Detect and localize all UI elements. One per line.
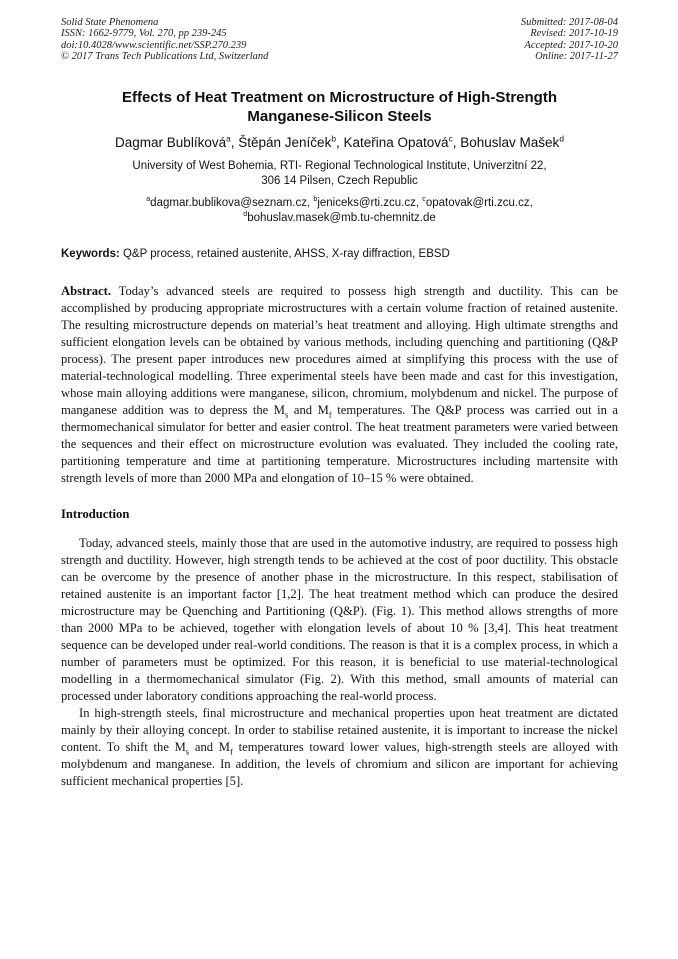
paper-title-line1: Effects of Heat Treatment on Microstructure of High-Strength (121, 88, 558, 106)
abstract-text: and M (288, 402, 329, 417)
keywords-label: Keywords: (61, 247, 120, 260)
paper-title (61, 88, 618, 126)
email-affiliation-mark: d (243, 209, 248, 218)
author-name: Dagmar Bublíková (115, 134, 227, 150)
author-name: , Štěpán Jeníček (230, 134, 332, 150)
mf-subscript: f (328, 409, 332, 420)
author-emails (61, 196, 618, 226)
journal-copyright: © 2017 Trans Tech Publications Ltd, Switzerland (61, 51, 269, 63)
author-list (61, 134, 618, 151)
revised-date: Revised: 2017-10-19 (530, 28, 618, 40)
abstract-text: temperatures. The Q&P process was carried out in a thermomechanical simulator for better and easier control. The heat treatment parameters were varied between the sequences and their effect on microstructure evolution was evaluated. They included the cooling rate, partitioning temperature and time at partitioning temperature. Microstructures including martensite with strength levels of more than 2000 MPa and elongation of 10–15 % were obtained. (61, 402, 618, 485)
author-affiliation-mark: d (559, 133, 564, 144)
journal-doi: doi:10.4028/www.scientific.net/SSP.270.239 (61, 39, 247, 51)
journal-name: Solid State Phenomena (61, 17, 159, 28)
submitted-date: Submitted: 2017-08-04 (520, 17, 618, 28)
email-affiliation-mark: c (422, 194, 426, 203)
email-affiliation-mark: b (313, 194, 318, 203)
journal-issn-volume: ISSN: 1662-9779, Vol. 270, pp 239-245 (61, 28, 227, 40)
journal-header-left (61, 17, 268, 63)
abstract-text: Today’s advanced steels are required to possess high strength and ductility. This can be accomplished by producing appropriate microstructures with a certain volume fraction of retained austenite. The resulting microstructure depends on material’s heat treatment and alloying. High ultimate strengths and sufficient elongation levels can be obtained by various methods, including quenching and partitioning (Q&P process). The present paper introduces new procedures aimed at simplifying this process with the use of material-technological modelling. Three experimental steels have been made and cast for this investigation, whose main alloying additions were manganese, silicon, chromium, molybdenum and nickel. The purpose of manganese addition was to depress the M (61, 283, 618, 417)
email-address: bohuslav.masek@mb.tu-chemnitz.de (247, 211, 436, 224)
author-affiliation-mark: a (226, 133, 231, 144)
email-address: opatovak@rti.zcu.cz, (425, 196, 533, 209)
email-address: jeniceks@rti.zcu.cz, (317, 196, 423, 209)
author-affiliation-mark: c (448, 133, 453, 144)
ms-subscript: s (185, 746, 190, 757)
affiliation-line1: University of West Bohemia, RTI- Regional Technological Institute, Univerzitní 22, (132, 159, 547, 172)
abstract-paragraph (61, 283, 618, 487)
journal-header-right (521, 17, 618, 63)
email-affiliation-mark: a (146, 194, 151, 203)
author-affiliation-mark: b (331, 133, 336, 144)
online-date: Online: 2017-11-27 (535, 51, 618, 63)
author-name: , Bohuslav Mašek (452, 134, 560, 150)
mf-subscript: f (229, 746, 233, 757)
introduction-text: and M (189, 739, 230, 754)
section-heading-introduction: Introduction (61, 506, 130, 521)
author-name: , Kateřina Opatová (335, 134, 449, 150)
keywords-line (61, 247, 618, 262)
ms-subscript: s (284, 409, 289, 420)
email-address: dagmar.bublikova@seznam.cz, (150, 196, 314, 209)
paper-title-line2: Manganese-Silicon Steels (247, 107, 432, 125)
introduction-text: In high-strength steels, final microstructure and mechanical properties upon heat treatment are dictated mainly by their alloying concept. In order to stabilise retained austenite, it is important to increase the nickel content. To shift the M (61, 705, 618, 754)
affiliation (61, 159, 618, 189)
journal-header (61, 17, 618, 63)
keywords-value: Q&P process, retained austenite, AHSS, X-ray diffraction, EBSD (119, 247, 450, 260)
abstract-label: Abstract. (61, 283, 112, 298)
introduction-paragraph-2 (61, 705, 618, 790)
affiliation-line2: 306 14 Pilsen, Czech Republic (261, 174, 418, 187)
introduction-paragraph-1: Today, advanced steels, mainly those that are used in the automotive industry, are required to possess high strength and ductility. However, high strength tends to be achieved at the cost of poor ductility. This obstacle can be overcome by the presence of another phase in the microstructure. In this respect, stabilisation of retained austenite is an important factor [1,2]. The heat treatment method which can produce the desired microstructure may be Quenching and Partitioning (Q&P). (Fig. 1). This method allows strengths of more than 2000 MPa to be achieved, together with elongation levels of about 10 % [3,4]. This heat treatment sequence can be developed under real-world conditions. The reason is that it is a complex process, in which a number of parameters must be optimized. For this reason, it is beneficial to use material-technological modelling in a thermomechanical simulator (Fig. 2). With this method, small amounts of material can processed under laboratory conditions approaching the real-world process. (61, 535, 618, 703)
introduction-text: temperatures toward lower values, high-strength steels are alloyed with molybdenum and manganese. In addition, the levels of chromium and silicon are important for achieving sufficient mechanical properties [5]. (61, 739, 618, 788)
accepted-date: Accepted: 2017-10-20 (524, 39, 618, 51)
